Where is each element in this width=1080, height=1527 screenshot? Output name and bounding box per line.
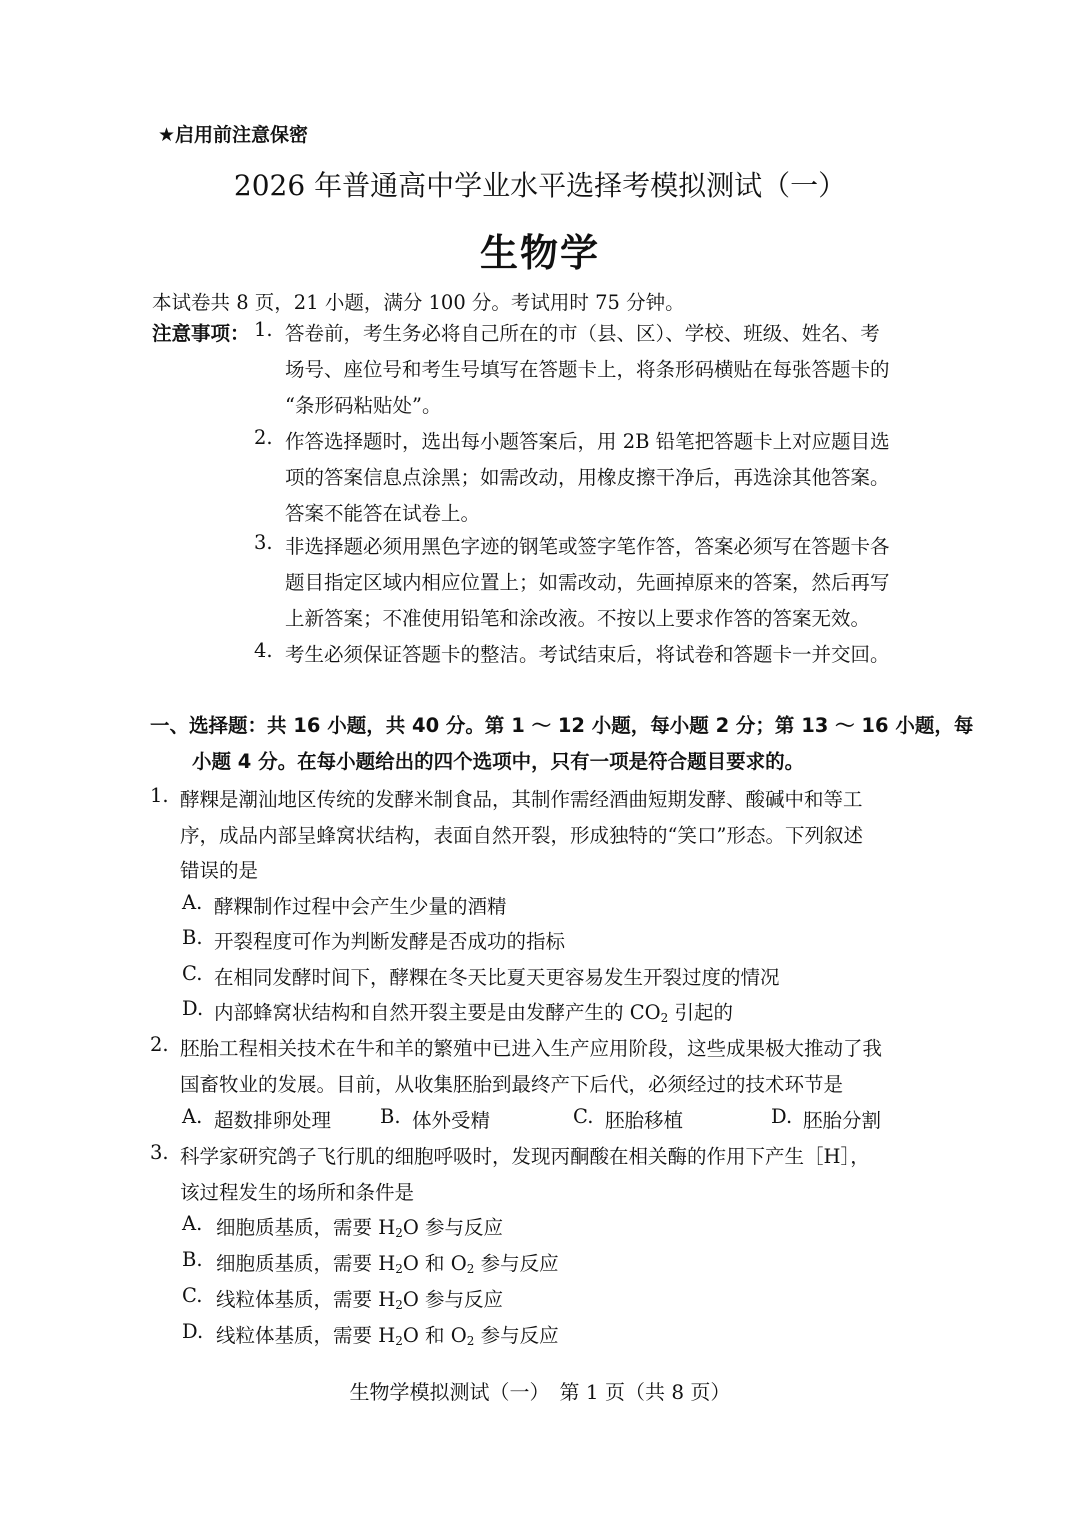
notice-item-number: 1.: [254, 318, 273, 341]
option-label: A.: [182, 1105, 203, 1128]
notice-item-line: 答案不能答在试卷上。: [285, 502, 481, 525]
option-label: A.: [182, 891, 203, 914]
option-text: 胚胎分割: [803, 1109, 882, 1132]
notice-item-number: 3.: [254, 531, 273, 554]
option-text: 开裂程度可作为判断发酵是否成功的指标: [214, 930, 566, 953]
option-label: D.: [182, 1320, 204, 1343]
option-text: 超数排卵处理: [214, 1109, 332, 1132]
page-footer: 生物学模拟测试（一） 第 1 页（共 8 页）: [349, 1380, 731, 1404]
option-text: 内部蜂窝状结构和自然开裂主要是由发酵产生的 $CO_2$ 引起的: [214, 1001, 733, 1025]
confidential-note: ★启用前注意保密: [158, 124, 309, 146]
question-stem-line: 科学家研究鸽子飞行肌的细胞呼吸时，发现丙酮酸在相关酶的作用下产生［H］，: [180, 1145, 870, 1168]
question-number: 2.: [150, 1033, 169, 1056]
option-label: D.: [771, 1105, 793, 1128]
notice-item-line: “条形码粘贴处”。: [285, 394, 442, 417]
notice-item-line: 上新答案；不准使用铅笔和涂改液。不按以上要求作答的答案无效。: [285, 607, 871, 630]
option-label: B.: [182, 926, 203, 949]
question-number: 3.: [150, 1141, 169, 1164]
question-stem-line: 错误的是: [180, 859, 259, 882]
notice-item-line: 场号、座位号和考生号填写在答题卡上，将条形码横贴在每张答题卡的: [285, 358, 890, 381]
notice-label: 注意事项：: [152, 322, 250, 345]
notice-item-line: 题目指定区域内相应位置上；如需改动，先画掉原来的答案，然后再写: [285, 571, 890, 594]
option-text: 细胞质基质，需要 $H_2O$ 参与反应: [216, 1216, 504, 1240]
option-text: 胚胎移植: [605, 1109, 684, 1132]
option-text: 酵粿制作过程中会产生少量的酒精: [214, 895, 507, 918]
exam-title: 2026 年普通高中学业水平选择考模拟测试（一）: [233, 169, 847, 202]
notice-item-number: 4.: [254, 639, 273, 662]
notice-item-line: 非选择题必须用黑色字迹的钢笔或签字笔作答，答案必须写在答题卡各: [285, 535, 890, 558]
notice-item-line: 答卷前，考生务必将自己所在的市（县、区）、学校、班级、姓名、考: [285, 322, 880, 345]
question-number: 1.: [150, 784, 169, 807]
option-label: A.: [182, 1212, 203, 1235]
question-stem-line: 国畜牧业的发展。目前，从收集胚胎到最终产下后代，必须经过的技术环节是: [180, 1073, 844, 1096]
notice-item-line: 项的答案信息点涂黑；如需改动，用橡皮擦干净后，再选涂其他答案。: [285, 466, 890, 489]
question-stem-line: 该过程发生的场所和条件是: [180, 1181, 415, 1204]
option-label: C.: [182, 962, 203, 985]
option-text: 线粒体基质，需要 $H_2O$ 参与反应: [216, 1288, 504, 1312]
option-text: 在相同发酵时间下，酵粿在冬天比夏天更容易发生开裂过度的情况: [214, 966, 780, 989]
option-text: 线粒体基质，需要 $H_2O$ 和 $O_2$ 参与反应: [216, 1324, 559, 1348]
option-label: C.: [573, 1105, 594, 1128]
option-label: B.: [380, 1105, 401, 1128]
notice-item-number: 2.: [254, 426, 273, 449]
section-heading-cont: 小题 4 分。在每小题给出的四个选项中，只有一项是符合题目要求的。: [192, 750, 805, 773]
option-label: C.: [182, 1284, 203, 1307]
section-heading: 一、选择题：共 16 小题，共 40 分。第 1 ～ 12 小题，每小题 2 分；第 13 ～ 16 小题，每: [150, 714, 974, 737]
option-label: D.: [182, 997, 204, 1020]
option-label: B.: [182, 1248, 203, 1271]
question-stem-line: 胚胎工程相关技术在牛和羊的繁殖中已进入生产应用阶段，这些成果极大推动了我: [180, 1037, 883, 1060]
option-text: 体外受精: [412, 1109, 491, 1132]
question-stem-line: 酵粿是潮汕地区传统的发酵米制食品，其制作需经酒曲短期发酵、酸碱中和等工: [180, 788, 863, 811]
notice-item-line: 考生必须保证答题卡的整洁。考试结束后，将试卷和答题卡一并交回。: [285, 643, 890, 666]
notice-item-line: 作答选择题时，选出每小题答案后，用 2B 铅笔把答题卡上对应题目选: [285, 430, 890, 453]
question-stem-line: 序，成品内部呈蜂窝状结构，表面自然开裂，形成独特的“笑口”形态。下列叙述: [180, 824, 863, 847]
exam-intro: 本试卷共 8 页，21 小题，满分 100 分。考试用时 75 分钟。: [152, 291, 685, 314]
subject-title: 生物学: [479, 231, 600, 275]
option-text: 细胞质基质，需要 $H_2O$ 和 $O_2$ 参与反应: [216, 1252, 559, 1276]
